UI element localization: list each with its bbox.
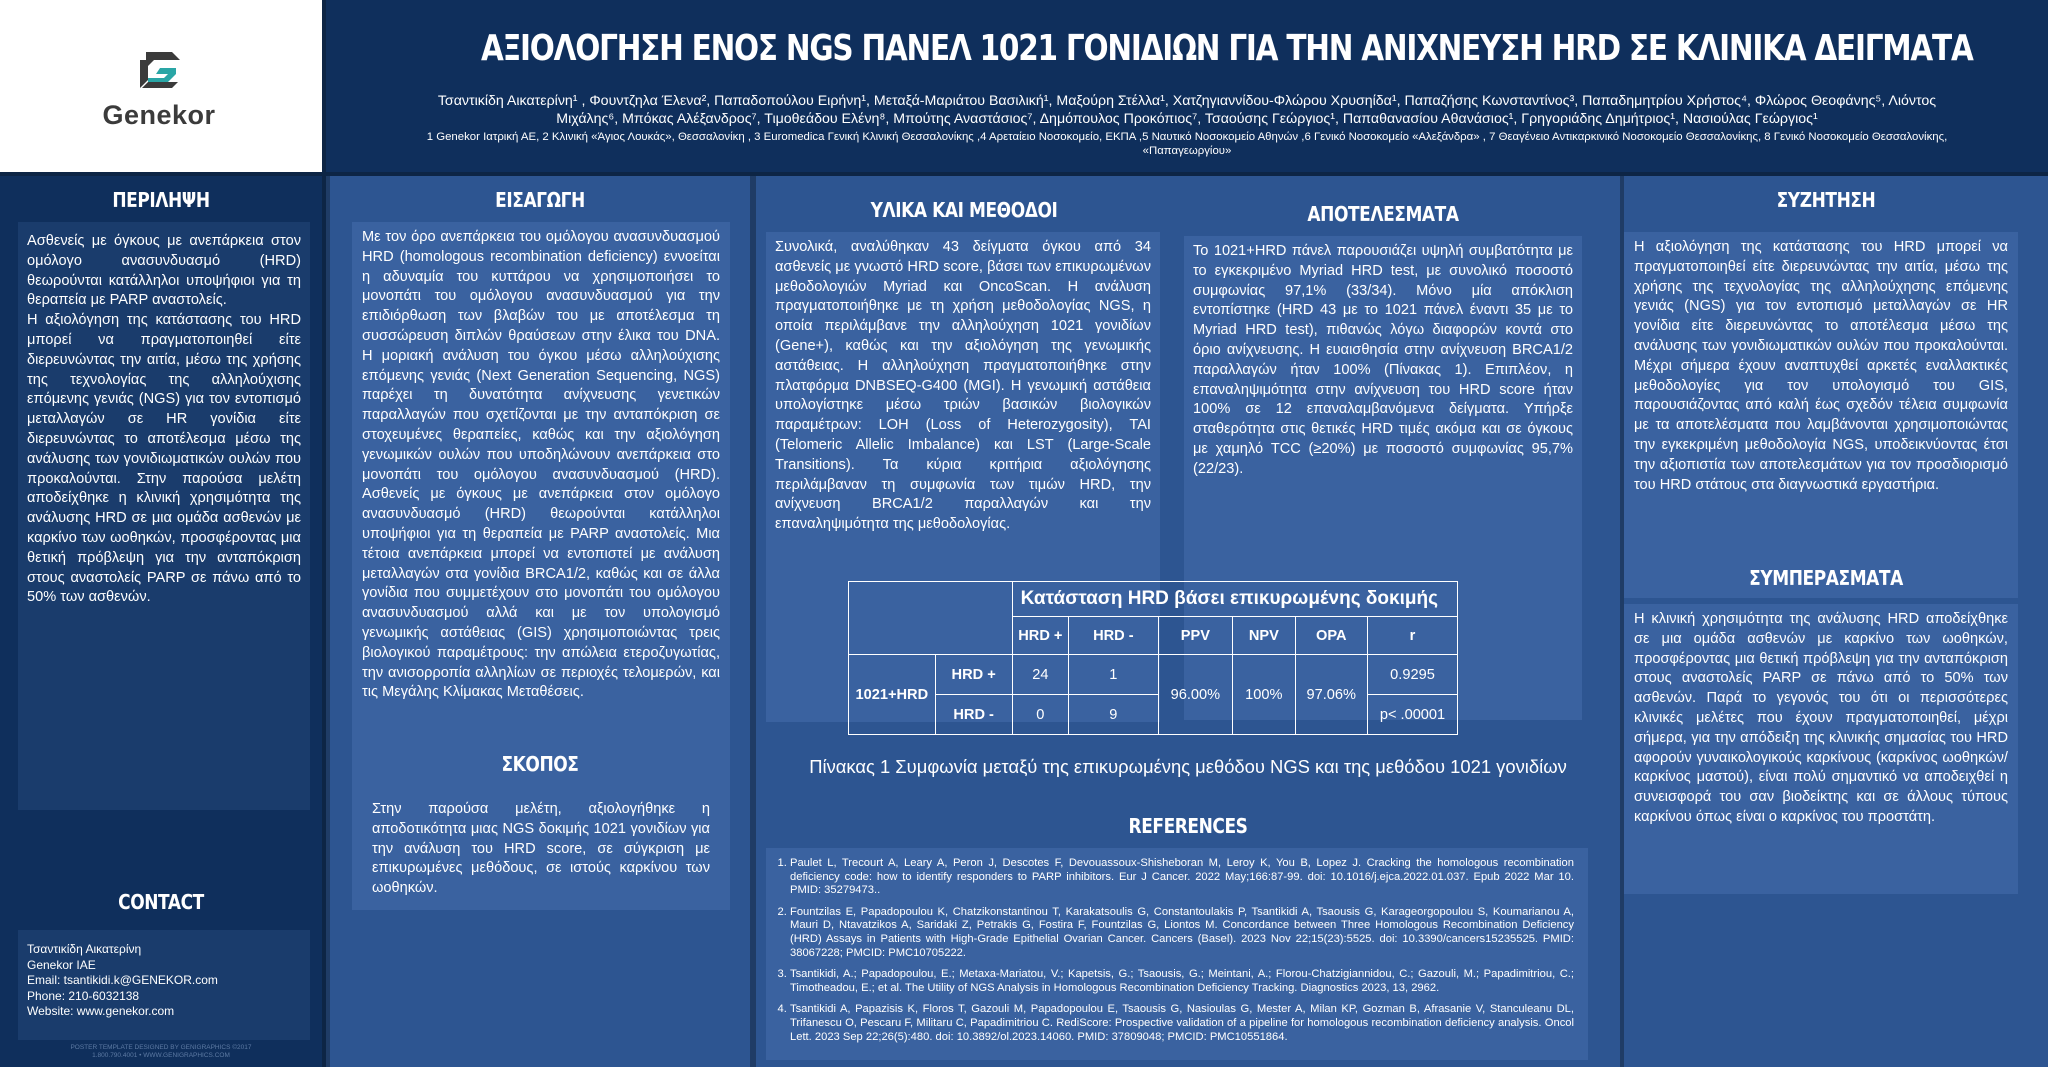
discussion-box: [1624, 232, 2018, 598]
table-cell-p-value: p< .00001: [1368, 695, 1458, 735]
contact-email[interactable]: Email: tsantikidi.k@GENEKOR.com: [27, 973, 218, 987]
poster-header: [326, 0, 2048, 176]
methods-text: Συνολικά, αναλύθηκαν 43 δείγματα όγκου από 34 ασθενείς με γνωστό HRD score, βάσει των επικυρωμένων μεθοδολογιών Myriad και OncoScan. Η ανάλυση πραγματοποιήθηκε με τη χρήση μεθοδολογίας NGS, η οποία περιλάμβανε την αλληλούχηση 1021 γονιδίων (Gene+), καθώς και την αξιολόγηση της γενωμικής αστάθειας. Η αλληλούχηση πραγματοποιήθηκε στην πλατφόρμα DNBSEQ-G400 (MGI). Η γενωμική αστάθεια υπολογίστηκε μέσω τριών βασικών βιολογικών παραμέτρων: LOH (Loss of Heterozygosity), TAI (Telomeric Allelic Imbalance) και LST (Large-Scale Transitions). Τα κύρια κριτήρια αξιολόγησης περιλάμβαναν τη συμφωνία των τιμών HRD, την ανίχνευση BRCA1/2 παραλλαγών και την επαναληψιμότητα της μεθοδολογίας.: [775, 239, 1151, 533]
aim-title: ΣΚΟΠΟΣ: [501, 752, 579, 776]
table-cell-r: 0.9295: [1368, 655, 1458, 695]
aim-box: [352, 790, 730, 910]
references-box: [766, 848, 1588, 1060]
aim-text: Στην παρούσα μελέτη, αξιολογήθηκε η αποδοτικότητα μιας NGS δοκιμής 1021 γονιδίων για την ανάλυση του HRD score, σε σύγκριση με επικυρωμένες μεθόδους, σε ιστούς καρκίνου των ωοθηκών.: [372, 801, 710, 897]
contact-box: [18, 930, 310, 1040]
table-header-opa: OPA: [1295, 617, 1367, 655]
intro-panel: [330, 176, 750, 1067]
reference-3: 3. Tsantikidi, A.; Papadopoulou, E.; Metaxa-Mariatou, V.; Kapetsis, G.; Tsaousis, G.; Meintani, A.; Florou-Chatzigiannidou, C.; Gazouli, M.; Papadimitriou, C.; Timotheadou, E.; et al. The Utility of NGS Analysis in Homologous Recombination Deficiency Tracking. Diagnostics 2023, 13, 2962.: [790, 968, 1574, 995]
table-title: Κατάσταση HRD βάσει επικυρωμένης δοκιμής: [1012, 582, 1457, 617]
template-credit-line-1: POSTER TEMPLATE DESIGNED BY GENIGRAPHICS ©2017: [70, 1044, 252, 1051]
contact-name: Τσαντικίδη Αικατερίνη: [27, 942, 142, 956]
contact-website[interactable]: Website: www.genekor.com: [27, 1004, 175, 1018]
logo-name: Genekor: [102, 100, 216, 130]
contact-title: CONTACT: [118, 890, 204, 914]
template-credit-line-2: 1.800.790.4001 • WWW.GENIGRAPHICS.COM: [92, 1052, 230, 1059]
authors: Τσαντικίδη Αικατερίνη¹ , Φουντζηλα Έλενα², Παπαδοπούλου Ειρήνη¹, Μεταξά-Μαριάτου Βασιλική¹, Μαξούρη Στέλλα¹, Χατζηγιαννίδου-Φλώρου Χρυσηίδα¹, Παπαζήσης Κωνσταντίνος³, Παπαδημητρίου Χρήστος⁴, Φλώρος Θεοφάνης⁵, Λιόντος Μιχάλης⁶, Μπόκας Αλέξανδρος⁷, Τιμοθεάδου Ελένη⁸, Μπούτης Αναστάσιος⁷, Δημόπουλος Προκόπιος⁷, Τσαούσης Γεώργιος¹, Παπαθανασίου Αθανάσιος¹, Γρηγοριάδης Δημήτριος¹, Νασιούλας Γεώργιος¹: [437, 93, 1937, 127]
poster-title: ΑΞΙΟΛΟΓΗΣΗ ΕΝΟΣ NGS ΠΑΝΕΛ 1021 ΓΟΝΙΔΙΩΝ ΓΙΑ ΤΗΝ ΑΝΙΧΝΕΥΣΗ HRD ΣΕ ΚΛΙΝΙΚΑ ΔΕΙΓΜΑΤΑ: [480, 28, 1973, 69]
conclusions-text: Η κλινική χρησιμότητα της ανάλυσης HRD αποδείχθηκε σε μια ομάδα ασθενών με καρκίνο των ωοθηκών, προσφέροντας μια θετική πρόβλεψη για την ανταπόκριση στους αναστολείς PARP σε πάνω από το 50% των ασθενών. Παρά το γεγονός του ότι οι περισσότερες κλινικές μελέτες που έχουν πραγματοποιηθεί, μέχρι σήμερα, για την απόδειξη της κλινικής σημασίας του HRD αφορούν γυναικολογικούς καρκίνους (καρκίνος ωοθηκών/καρκίνος μαστού), είναι πολύ σημαντικό να αποδειχθεί η συνεισφορά του σαν βιοδείκτης και σε άλλους τύπους καρκίνου όπως είναι ο καρκίνος του προστάτη.: [1634, 611, 2008, 825]
table-header-hrd-pos: HRD +: [1012, 617, 1068, 655]
reference-4: 4. Tsantikidi A, Papazisis K, Floros T, Gazouli M, Papadopoulou E, Tsaousis G, Nasioulas G, Mester A, Milan KP, Gozman B, Afrasanie V, Stanculeanu DL, Trifanescu O, Pescaru F, Militaru C, Papadimitriou C. RediScore: Prospective validation of a pipeline for homologous recombination deficiency analysis. Oncol Lett. 2023 Sep 22;26(5):480. doi: 10.3892/ol.2023.14060. PMID: 37809048; PMCID: PMC10551864.: [790, 1003, 1574, 1044]
right-panel: [1624, 176, 2048, 1067]
reference-2: 2. Fountzilas E, Papadopoulou K, Chatzikonstantinou T, Karakatsoulis G, Constantoulakis P, Tsantikidi A, Tsaousis G, Karageorgopoulou S, Koumarianou A, Mauri D, Ntavatzikos A, Saridaki Z, Petrakis G, Fostira F, Fountzilas G, Liontos M. Concordance between Three Homologous Recombination Deficiency (HRD) Assays in Patients with High-Grade Epithelial Ovarian Cancer. Cancers (Basel). 2023 Nov 22;15(23):5525. doi: 10.3390/cancers15235525. PMID: 38067228; PMCID: PMC10705222.: [790, 906, 1574, 960]
table-corner: [849, 582, 1013, 655]
table-cell-opa: 97.06%: [1295, 655, 1367, 735]
table-header-ppv: PPV: [1158, 617, 1232, 655]
conclusions-box: [1624, 604, 2018, 894]
intro-title: ΕΙΣΑΓΩΓΗ: [495, 188, 585, 212]
table-cell-ppv: 96.00%: [1158, 655, 1232, 735]
contact-org: Genekor IAE: [27, 957, 96, 972]
genekor-logo-icon: [132, 48, 184, 94]
references-list: [766, 857, 1574, 1044]
contact-phone: Phone: 210-6032138: [27, 988, 140, 1003]
table-row-label-hrd-pos: HRD +: [935, 655, 1012, 695]
summary-paragraph-2: Η αξιολόγηση της κατάστασης του HRD μπορεί να πραγματοποιηθεί είτε διερευνώντας την αιτία, μέσω της χρήσης της τεχνολογίας της αλληλούχισης επόμενης γενιάς (NGS) για τον εντοπισμό μεταλλαγών σε HR γονίδια είτε διερευνώντας το αποτέλεσμα μέσω της ανάλυσης των γονιδιωματικών ουλών που προκαλούνται. Στην παρούσα μελέτη αποδείχθηκε η κλινική χρησιμότητα της ανάλυσης HRD σε μια ομάδα ασθενών με καρκίνο των ωοθηκών, προσφέροντας μια θετική πρόβλεψη για την ανταπόκριση στους αναστολείς PARP σε πάνω από το 50% των ασθενών.: [27, 312, 301, 606]
results-title: ΑΠΟΤΕΛΕΣΜΑΤΑ: [1307, 202, 1459, 226]
table-cell-npv: 100%: [1233, 655, 1295, 735]
center-panel: [756, 176, 1620, 1067]
conclusions-title: ΣΥΜΠΕΡΑΣΜΑΤΑ: [1749, 566, 1903, 590]
discussion-text: Η αξιολόγηση της κατάστασης του HRD μπορεί να πραγματοποιηθεί είτε διερευνώντας την αιτία, μέσω της χρήσης της τεχνολογίας της αλληλούχησης επόμενης γενιάς (NGS) για τον εντοπισμό μεταλλαγών σε HR γονίδια είτε διερευνώντας το αποτέλεσμα μέσω της ανάλυσης των γονιδιωματικών ουλών που προκαλούνται. Μέχρι σήμερα έχουν αναπτυχθεί αρκετές εναλλακτικές μεθοδολογίες για τον υπολογισμό του GIS, παρουσιάζοντας από καλή έως σχεδόν τέλεια συμφωνία με τα αποτελέσματα που λαμβάνονται χρησιμοποιώντας την εγκεκριμένη μεθοδολογία NGS, υποδεικνύοντας έτσι την αξιοπιστία των αποτελεσμάτων για τον προσδιορισμό του HRD στάτους στα διαγνωστικά εργαστήρια.: [1634, 239, 2008, 493]
summary-box: [18, 222, 310, 810]
summary-paragraph-1: Ασθενείς με όγκους με ανεπάρκεια στον ομόλογο ανασυνδυασμό (HRD) θεωρούνται κατάλληλοι υποψήφιοι για τη θεραπεία με PARP αναστολείς.: [27, 233, 301, 309]
methods-title: ΥΛΙΚΑ ΚΑΙ ΜΕΘΟΔΟΙ: [870, 198, 1058, 222]
table-cell-neg-neg: 9: [1069, 695, 1159, 735]
table-header-npv: NPV: [1233, 617, 1295, 655]
table-cell-pos-pos: 24: [1012, 655, 1068, 695]
left-column: [0, 176, 326, 1067]
summary-title: ΠΕΡΙΛΗΨΗ: [112, 188, 210, 212]
intro-text: Με τον όρο ανεπάρκεια του ομόλογου ανασυνδυασμού HRD (homologous recombination deficiency) εννοείται η αδυναμία του κυττάρου να χρησιμοποιήσει το μονοπάτι του ομόλογου ανασυνδυασμού για την επιδιόρθωση των βλαβών του με αποτέλεσμα τη συσσώρευση διπλών θραύσεων στην έλικα του DNA. Η μοριακή ανάλυση του όγκου μέσω αλληλούχισης επόμενης γενιάς (Next Generation Sequencing, NGS) παρέχει τη δυνατότητα ανίχνευσης γενετικών παραλλαγών που σχετίζονται με την ανταπόκριση σε στοχευμένες θεραπείες, καθώς και την αξιολόγηση γενωμικών ουλών που υποδηλώνουν ανεπάρκεια στο μονοπάτι του ομόλογου ανασυνδυασμού (HRD). Ασθενείς με όγκους με ανεπάρκεια στον ομόλογο ανασυνδυασμό (HRD) θεωρούνται κατάλληλοι υποψήφιοι για τη θεραπεία με PARP αναστολείς. Μια τέτοια ανεπάρκεια μπορεί να εντοπιστεί με ανάλυση μεταλλαγών στα γονίδια BRCA1/2, καθώς και σε άλλα γονίδια που συμμετέχουν στο μονοπάτι του ομόλογου ανασυνδυασμού αλλά και με τον υπολογισμό γενωμικής αστάθειας (GIS) χρησιμοποιώντας τρεις βιολογικού παραμέτρους: την απώλεια ετεροζυγωτίας, την ανισορροπία αλληλίων σε περιοχές τελομερών, και τις Μεγάλης Κλίμακας Μεταθέσεις.: [362, 229, 720, 701]
affiliations: 1 Genekor Ιατρική ΑΕ, 2 Κλινική «Άγιος Λουκάς», Θεσσαλονίκη , 3 Euromedica Γενική Κλινική Θεσσαλονίκης ,4 Αρεταίειο Νοσοκομείο, ΕΚΠΑ ,5 Ναυτικό Νοσοκομείο Αθηνών ,6 Γενικό Νοσοκομείο «Αλεξάνδρα» , 7 Θεαγένειο Αντικαρκινικό Νοσοκομείο Θεσσαλονίκης, 8 Γενικό Νοσοκομείο Θεσσαλονίκης, «Παπαγεωργίου»: [426, 131, 1948, 157]
table-caption: Πίνακας 1 Συμφωνία μεταξύ της επικυρωμένης μεθόδου NGS και της μεθόδου 1021 γονιδίων: [809, 756, 1567, 777]
table-row-group: 1021+HRD: [849, 655, 936, 735]
results-text: Το 1021+HRD πάνελ παρουσιάζει υψηλή συμβατότητα με το εγκεκριμένο Myriad HRD test, με συνολικό ποσοστό συμφωνίας 97,1% (33/34). Μόνο μία απόκλιση εντοπίστηκε (HRD 43 με το 1021 πάνελ έναντι 35 με το Myriad HRD test), πιθανώς λόγω διαφορών κοντά στο όριο ανίχνευσης. Η ευαισθησία στην ανίχνευση BRCA1/2 παραλλαγών ήταν 100% (Πίνακας 1). Επιπλέον, η επαναληψιμότητα στην ανίχνευση του HRD score ήταν 100% σε 12 επαναλαμβανόμενα δείγματα. Υπήρξε σταθερότητα στις θετικές HRD τιμές ακόμα και σε όγκους με χαμηλό TCC (≥20%) με ποσοστό συμφωνίας 95,7% (22/23).: [1193, 243, 1573, 477]
table-header-r: r: [1368, 617, 1458, 655]
template-credit: [0, 1044, 322, 1060]
discussion-title: ΣΥΖΗΤΗΣΗ: [1776, 188, 1876, 212]
table-cell-neg-pos: 0: [1012, 695, 1068, 735]
references-title: REFERENCES: [1128, 814, 1248, 838]
table-cell-pos-neg: 1: [1069, 655, 1159, 695]
table-header-hrd-neg: HRD -: [1069, 617, 1159, 655]
reference-1: 1. Paulet L, Trecourt A, Leary A, Peron J, Descotes F, Devouassoux-Shisheboran M, Leroy K, You B, Lopez J. Cracking the homologous recombination deficiency code: how to identify responders to PARP inhibitors. Eur J Cancer. 2022 May;166:87-99. doi: 10.1016/j.ejca.2022.01.037. Epub 2022 Mar 10. PMID: 35279473..: [790, 857, 1574, 898]
table-row-label-hrd-neg: HRD -: [935, 695, 1012, 735]
results-table: [848, 581, 1458, 735]
logo: [0, 0, 326, 176]
